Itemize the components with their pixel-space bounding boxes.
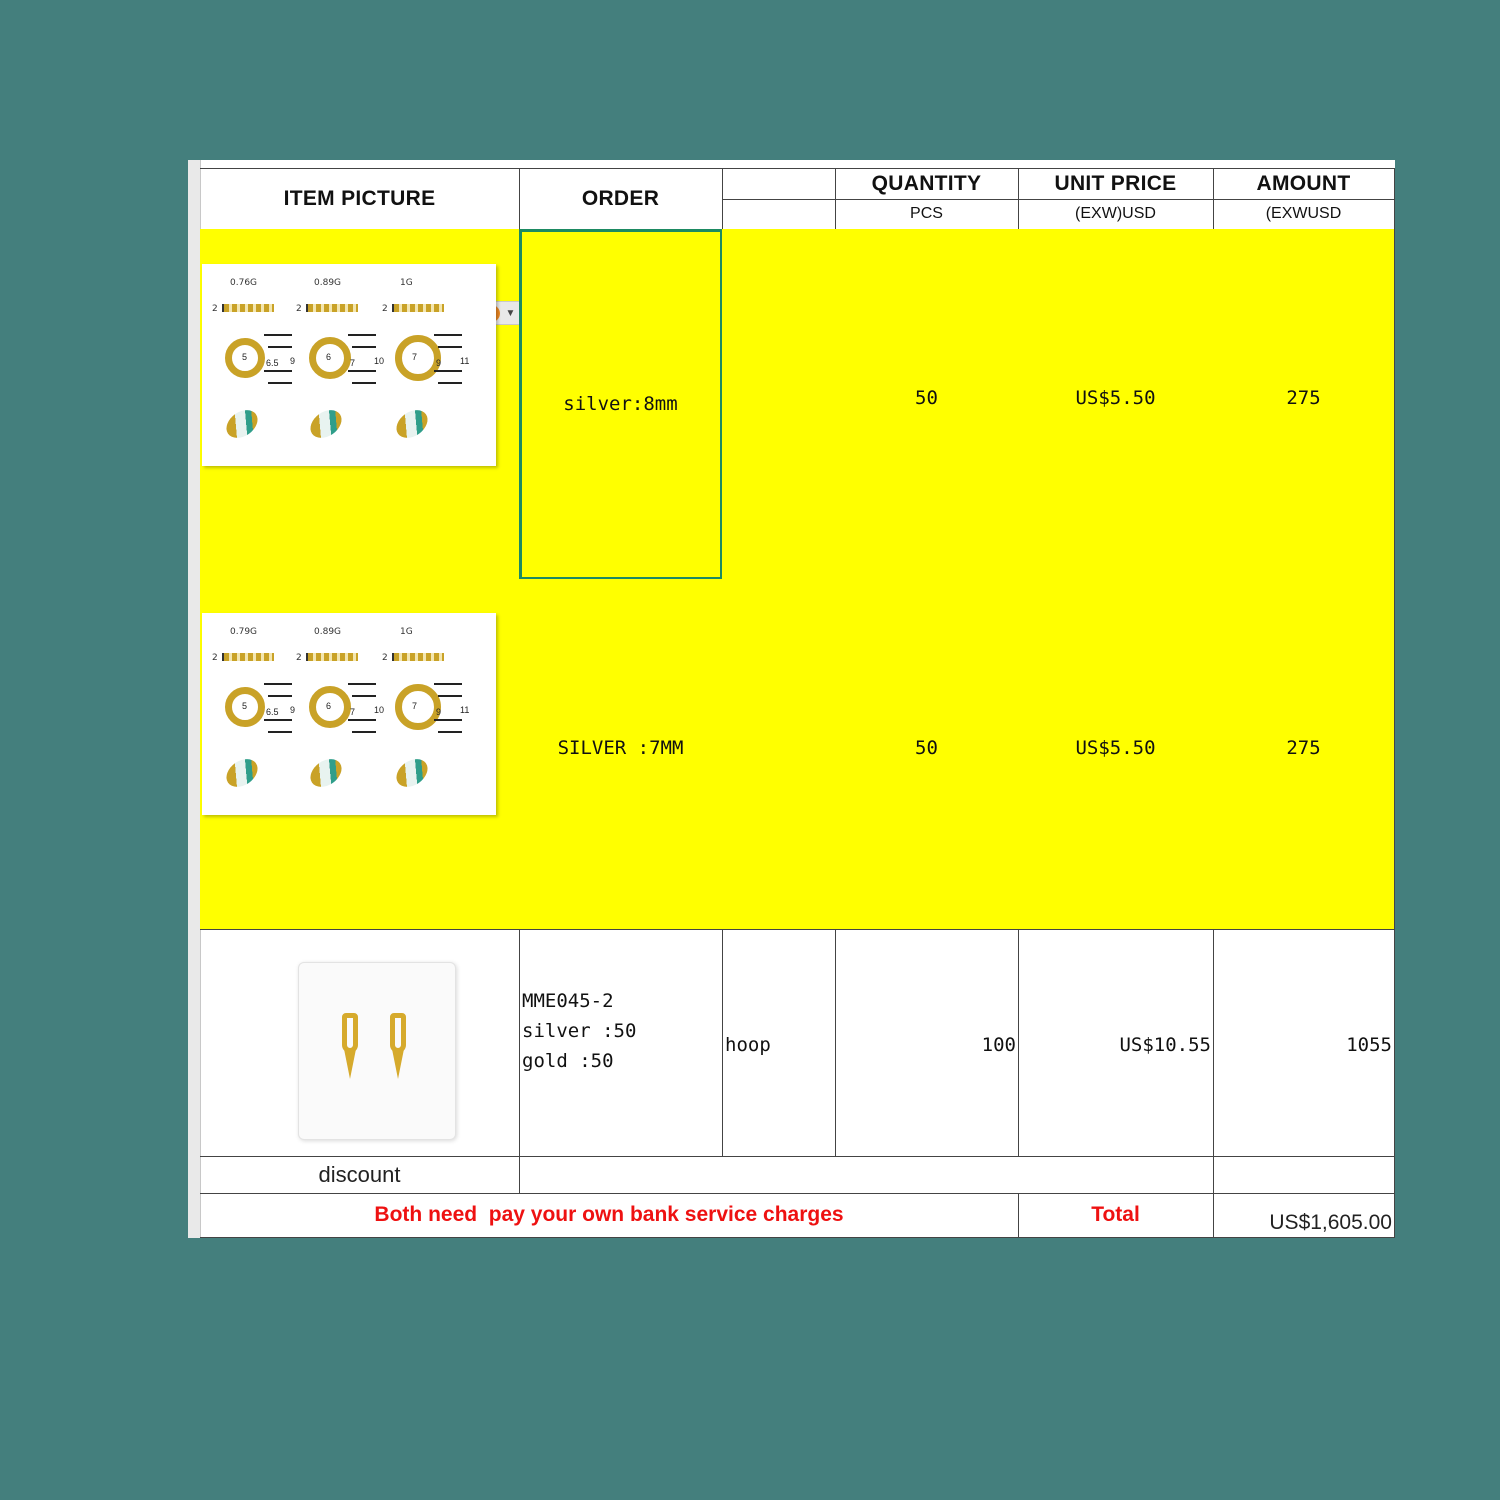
dimension-line bbox=[438, 382, 462, 384]
dimension-line bbox=[434, 334, 462, 336]
header-amount[interactable]: AMOUNT bbox=[1213, 168, 1395, 200]
size-label: 10 bbox=[374, 356, 385, 366]
size-label: 6.5 bbox=[266, 358, 279, 368]
row2-amount-cell[interactable]: 275 bbox=[1213, 579, 1395, 930]
dimension-line bbox=[434, 370, 462, 372]
total-value-cell[interactable]: US$1,605.00 bbox=[1213, 1193, 1395, 1238]
row3-amount-cell[interactable]: 1055 bbox=[1213, 929, 1395, 1157]
header-blank-bottom[interactable] bbox=[722, 199, 836, 230]
row1-quantity-cell[interactable]: 50 bbox=[835, 229, 1019, 580]
dimension-line bbox=[264, 370, 292, 372]
chain-bar bbox=[392, 304, 444, 312]
chain-bar bbox=[392, 653, 444, 661]
dimension-line bbox=[348, 370, 376, 372]
header-blank-top[interactable] bbox=[722, 168, 836, 200]
dimension-line bbox=[264, 683, 292, 685]
dimension-line bbox=[348, 683, 376, 685]
earring-side-view bbox=[305, 753, 347, 792]
row2-desc-cell[interactable] bbox=[722, 579, 836, 930]
hoop-ring bbox=[395, 335, 441, 381]
row1-order-cell[interactable]: silver:8mm bbox=[519, 229, 723, 580]
size-label: 7 bbox=[350, 707, 356, 717]
dimension-line bbox=[352, 695, 376, 697]
chevron-down-icon: ▼ bbox=[505, 307, 516, 319]
header-amount-unit[interactable]: (EXWUSD bbox=[1213, 199, 1395, 230]
dimension-line bbox=[434, 683, 462, 685]
weight-label: 1G bbox=[400, 278, 413, 288]
weight-label: 0.89G bbox=[314, 278, 342, 288]
dimension-line bbox=[268, 695, 292, 697]
size-label: 7 bbox=[350, 358, 356, 368]
dimension-line bbox=[264, 719, 292, 721]
earring-side-view bbox=[391, 404, 433, 443]
product-image bbox=[202, 264, 496, 466]
header-unit-price[interactable]: UNIT PRICE bbox=[1018, 168, 1214, 200]
row3-unit-price-cell[interactable]: US$10.55 bbox=[1018, 929, 1214, 1157]
bar-label: 2 bbox=[296, 653, 302, 663]
dimension-line bbox=[438, 346, 462, 348]
chain-bar bbox=[222, 304, 274, 312]
size-label: 6 bbox=[326, 701, 332, 711]
dimension-line bbox=[268, 731, 292, 733]
row2-unit-price-cell[interactable]: US$5.50 bbox=[1018, 579, 1214, 930]
row2-picture-cell[interactable] bbox=[200, 579, 520, 930]
chain-bar bbox=[306, 304, 358, 312]
size-label: 11 bbox=[460, 705, 470, 715]
bar-label: 2 bbox=[212, 304, 218, 314]
dimension-line bbox=[352, 731, 376, 733]
dimension-line bbox=[434, 719, 462, 721]
header-quantity-unit[interactable]: PCS bbox=[835, 199, 1019, 230]
weight-label: 0.79G bbox=[230, 627, 258, 637]
dimension-line bbox=[264, 334, 292, 336]
row1-desc-cell[interactable] bbox=[722, 229, 836, 580]
hoop-ring bbox=[395, 684, 441, 730]
row2-quantity-cell[interactable]: 50 bbox=[835, 579, 1019, 930]
size-label: 6.5 bbox=[266, 707, 279, 717]
bar-label: 2 bbox=[382, 304, 388, 314]
header-quantity[interactable]: QUANTITY bbox=[835, 168, 1019, 200]
size-label: 6 bbox=[326, 352, 332, 362]
weight-label: 1G bbox=[400, 627, 413, 637]
earring-product-image bbox=[298, 962, 456, 1140]
total-label-cell[interactable]: Total bbox=[1018, 1193, 1214, 1238]
discount-value-cell[interactable] bbox=[519, 1156, 1214, 1194]
earring-side-view bbox=[221, 404, 263, 443]
earring-side-view bbox=[391, 753, 433, 792]
bar-label: 2 bbox=[296, 304, 302, 314]
dimension-line bbox=[348, 334, 376, 336]
header-item-picture[interactable]: ITEM PICTURE bbox=[200, 168, 520, 230]
dimension-line bbox=[348, 719, 376, 721]
dimension-line bbox=[268, 382, 292, 384]
bar-label: 2 bbox=[382, 653, 388, 663]
chain-bar bbox=[222, 653, 274, 661]
row3-order-cell[interactable]: MME045-2 silver :50 gold :50 bbox=[519, 929, 723, 1157]
row2-order-cell[interactable]: SILVER :7MM bbox=[519, 579, 723, 930]
size-label: 11 bbox=[460, 356, 470, 366]
bar-label: 2 bbox=[212, 653, 218, 663]
size-label: 5 bbox=[242, 701, 248, 711]
size-label: 9 bbox=[436, 358, 442, 368]
header-unit-price-unit[interactable]: (EXW)USD bbox=[1018, 199, 1214, 230]
size-label: 5 bbox=[242, 352, 248, 362]
weight-label: 0.76G bbox=[230, 278, 258, 288]
earring-side-view bbox=[305, 404, 347, 443]
chain-bar bbox=[306, 653, 358, 661]
bank-charges-note[interactable]: Both need pay your own bank service charges bbox=[200, 1193, 1019, 1238]
dimension-line bbox=[438, 731, 462, 733]
size-label: 7 bbox=[412, 701, 418, 711]
dimension-line bbox=[438, 695, 462, 697]
row1-amount-cell[interactable]: 275 bbox=[1213, 229, 1395, 580]
row1-picture-cell[interactable] bbox=[200, 229, 520, 580]
row1-unit-price-cell[interactable]: US$5.50 bbox=[1018, 229, 1214, 580]
dimension-line bbox=[352, 382, 376, 384]
spreadsheet-sheet bbox=[188, 160, 1395, 1238]
row3-quantity-cell[interactable]: 100 bbox=[835, 929, 1019, 1157]
size-label: 9 bbox=[290, 356, 296, 366]
header-order[interactable]: ORDER bbox=[519, 168, 723, 230]
size-label: 9 bbox=[290, 705, 296, 715]
dimension-line bbox=[352, 346, 376, 348]
weight-label: 0.89G bbox=[314, 627, 342, 637]
size-label: 7 bbox=[412, 352, 418, 362]
earring-side-view bbox=[221, 753, 263, 792]
size-label: 10 bbox=[374, 705, 385, 715]
product-image bbox=[202, 613, 496, 815]
discount-amount-cell[interactable] bbox=[1213, 1156, 1395, 1194]
dimension-line bbox=[268, 346, 292, 348]
row3-picture-cell[interactable] bbox=[200, 929, 520, 1157]
size-label: 9 bbox=[436, 707, 442, 717]
row3-desc-cell[interactable]: hoop bbox=[722, 929, 836, 1157]
discount-label-cell[interactable]: discount bbox=[200, 1156, 520, 1194]
